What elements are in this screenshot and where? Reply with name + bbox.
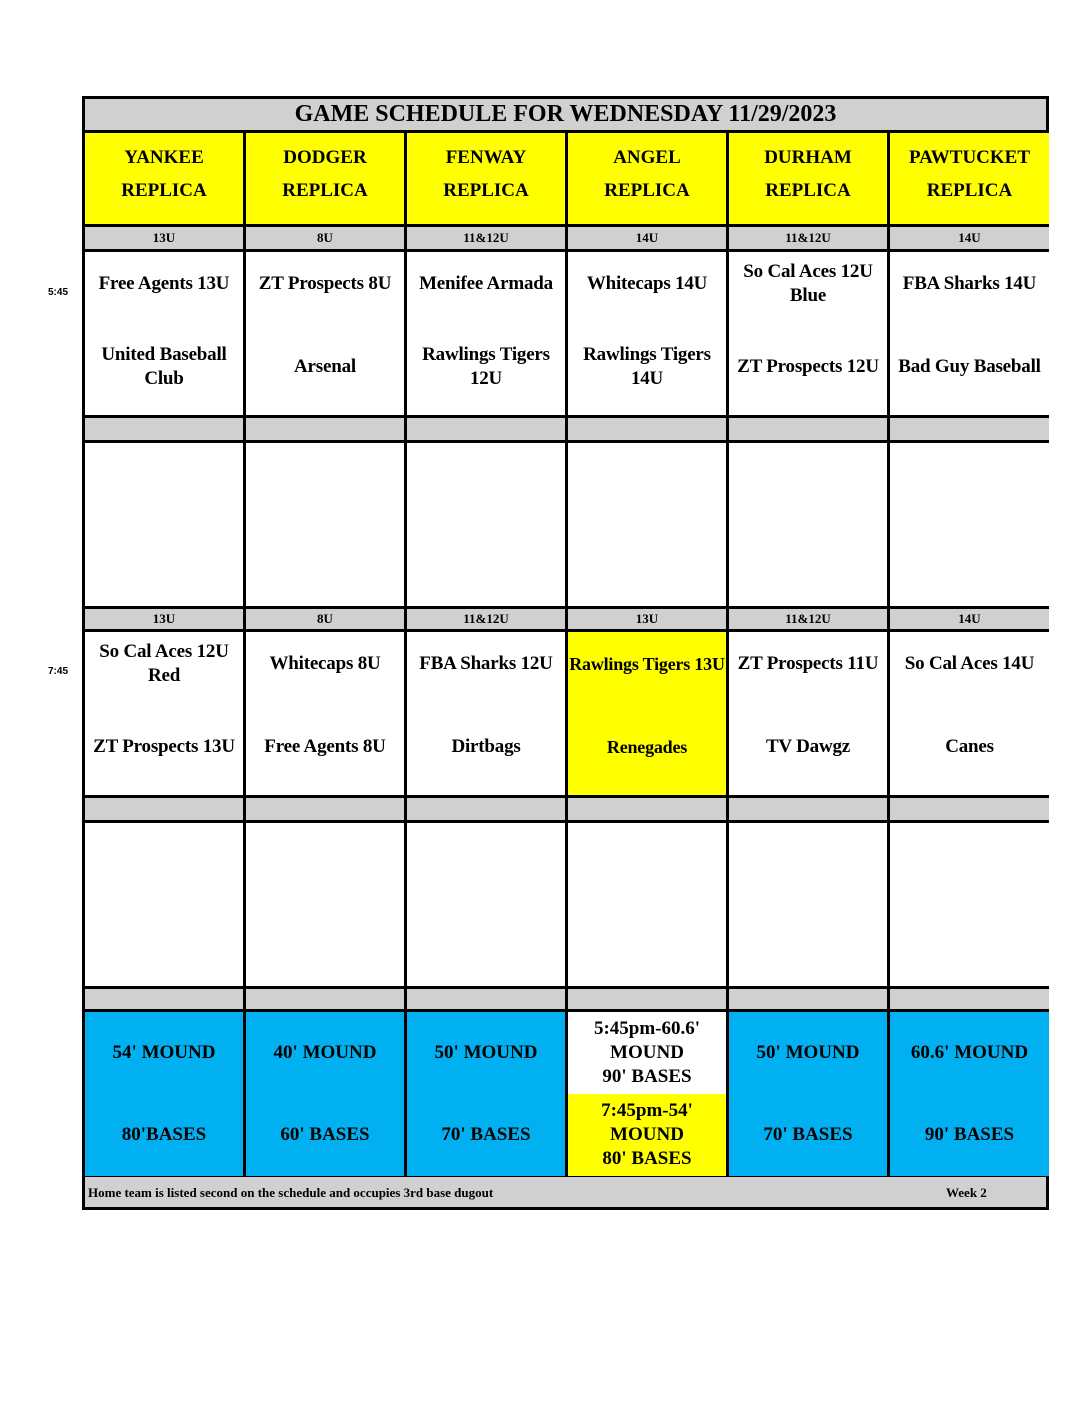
early-spec-line: MOUND [610,1042,684,1063]
home-team: ZT Prospects 12U [737,356,879,377]
home-team: Renegades [606,737,688,757]
empty-cell [890,443,1049,606]
mound-distance: 50' MOUND [434,1042,538,1063]
game-cell [407,252,565,415]
field-header-row [85,133,1046,224]
away-team: FBA Sharks 12U [419,653,553,674]
empty-cell [246,443,404,606]
game-cell [890,252,1049,415]
separator-cell [246,418,404,440]
mound-distance: 50' MOUND [756,1042,860,1063]
schedule-table [82,96,1049,1210]
separator-cell [568,798,726,820]
game-cell [85,252,243,415]
separator-cell [407,418,565,440]
away-team: Rawlings Tigers 13U [569,654,725,674]
empty-cell [407,823,565,986]
separator-cell [890,418,1049,440]
field-spec [729,1012,887,1176]
separator-cell [246,798,404,820]
away-team: ZT Prospects 11U [737,653,879,674]
field-spec [246,1012,404,1176]
away-team: Whitecaps 8U [269,653,381,674]
field-spec-split [568,1012,726,1176]
away-team: So Cal Aces 12U Blue [743,261,873,306]
mound-distance: 54' MOUND [112,1042,216,1063]
game-row [85,252,1046,415]
game-cell [729,252,887,415]
field-sub: REPLICA [121,180,207,201]
home-team-note: Home team is listed second on the schedule and occupies 3rd base dugout [88,1185,494,1200]
age-label: 8U [246,609,404,629]
field-sub: REPLICA [443,180,529,201]
age-label: 11&12U [407,609,565,629]
late-spec-line: 7:45pm-54' [601,1100,693,1121]
field-specs-row [85,1012,1046,1176]
home-team: Bad Guy Baseball [898,356,1041,377]
age-label: 11&12U [729,609,887,629]
game-cell [729,632,887,795]
separator-cell [729,989,887,1009]
age-label: 8U [246,227,404,249]
age-label: 13U [568,609,726,629]
field-name: DODGER [283,147,367,168]
age-label: 13U [85,609,243,629]
field-sub: REPLICA [926,180,1013,201]
empty-cell [85,823,243,986]
base-distance: 70' BASES [441,1124,531,1145]
late-spec-line: 80' BASES [602,1148,692,1169]
game-cell [407,632,565,795]
separator-cell [890,798,1049,820]
field-header [568,133,726,224]
age-row [85,227,1046,249]
field-name: PAWTUCKET [908,147,1031,168]
home-team: Arsenal [294,356,356,377]
home-team-wrap [568,719,726,775]
empty-cell [85,443,243,606]
field-header [407,133,565,224]
separator-cell [85,418,243,440]
away-team: So Cal Aces 12U Red [99,641,229,686]
empty-cell [890,823,1049,986]
field-name: YANKEE [124,147,204,168]
separator-row [85,989,1046,1009]
field-header [729,133,887,224]
game-cell [85,632,243,795]
field-header [890,133,1049,224]
away-team-wrap [568,636,726,692]
field-name: DURHAM [764,147,852,168]
field-spec [85,1012,243,1176]
empty-cell [407,443,565,606]
home-team: Rawlings Tigers 14U [583,344,711,389]
age-label: 14U [890,609,1049,629]
field-name: FENWAY [445,147,527,168]
game-cell [246,252,404,415]
away-team: Whitecaps 14U [586,273,708,294]
home-team: TV Dawgz [765,736,851,757]
home-team: Canes [945,736,994,757]
away-team: Free Agents 13U [98,273,230,294]
home-team: Free Agents 8U [264,736,386,757]
game-row [85,632,1046,795]
early-spec [568,1012,726,1094]
away-team: So Cal Aces 14U [904,653,1035,674]
empty-row [85,443,1046,606]
separator-cell [729,798,887,820]
away-team: Menifee Armada [419,273,553,294]
separator-row [85,798,1046,820]
field-header [85,133,243,224]
game-cell [890,632,1049,795]
game-cell-highlighted [568,632,726,795]
separator-cell [568,989,726,1009]
base-distance: 90' BASES [924,1124,1015,1145]
empty-cell [246,823,404,986]
separator-cell [729,418,887,440]
separator-cell [890,989,1049,1009]
empty-cell [729,443,887,606]
age-label: 13U [85,227,243,249]
field-sub: REPLICA [282,180,368,201]
separator-cell [407,989,565,1009]
age-label: 14U [890,227,1049,249]
home-team: ZT Prospects 13U [93,736,235,757]
home-team: Rawlings Tigers 12U [422,344,550,389]
slot-time-1: 5:45 [48,287,69,298]
empty-cell [568,823,726,986]
game-cell [246,632,404,795]
field-sub: REPLICA [604,180,690,201]
empty-cell [568,443,726,606]
field-name: ANGEL [613,147,681,168]
away-team: FBA Sharks 14U [902,273,1037,294]
base-distance: 80'BASES [121,1124,207,1145]
field-spec [407,1012,565,1176]
away-team: ZT Prospects 8U [258,273,392,294]
separator-cell [568,418,726,440]
base-distance: 70' BASES [763,1124,853,1145]
early-spec-line: 5:45pm-60.6' [593,1018,701,1039]
footer-bar [85,1177,1046,1207]
game-cell [568,252,726,415]
field-spec [890,1012,1049,1176]
week-label: Week 2 [946,1185,987,1200]
age-label: 11&12U [729,227,887,249]
empty-cell [729,823,887,986]
late-spec-line: MOUND [610,1124,684,1145]
home-team: United Baseball Club [101,344,227,389]
home-team: Dirtbags [451,736,521,757]
early-spec-line: 90' BASES [602,1066,692,1087]
separator-cell [246,989,404,1009]
age-row [85,609,1046,629]
late-spec [568,1094,726,1176]
age-label: 14U [568,227,726,249]
base-distance: 60' BASES [280,1124,370,1145]
mound-distance: 60.6' MOUND [910,1042,1029,1063]
separator-cell [85,798,243,820]
age-label: 11&12U [407,227,565,249]
slot-time-2: 7:45 [48,666,69,677]
mound-distance: 40' MOUND [273,1042,377,1063]
field-header [246,133,404,224]
separator-cell [407,798,565,820]
field-sub: REPLICA [765,180,851,201]
separator-row [85,418,1046,440]
schedule-title: GAME SCHEDULE FOR WEDNESDAY 11/29/2023 [85,99,1046,130]
empty-row [85,823,1046,986]
separator-cell [85,989,243,1009]
